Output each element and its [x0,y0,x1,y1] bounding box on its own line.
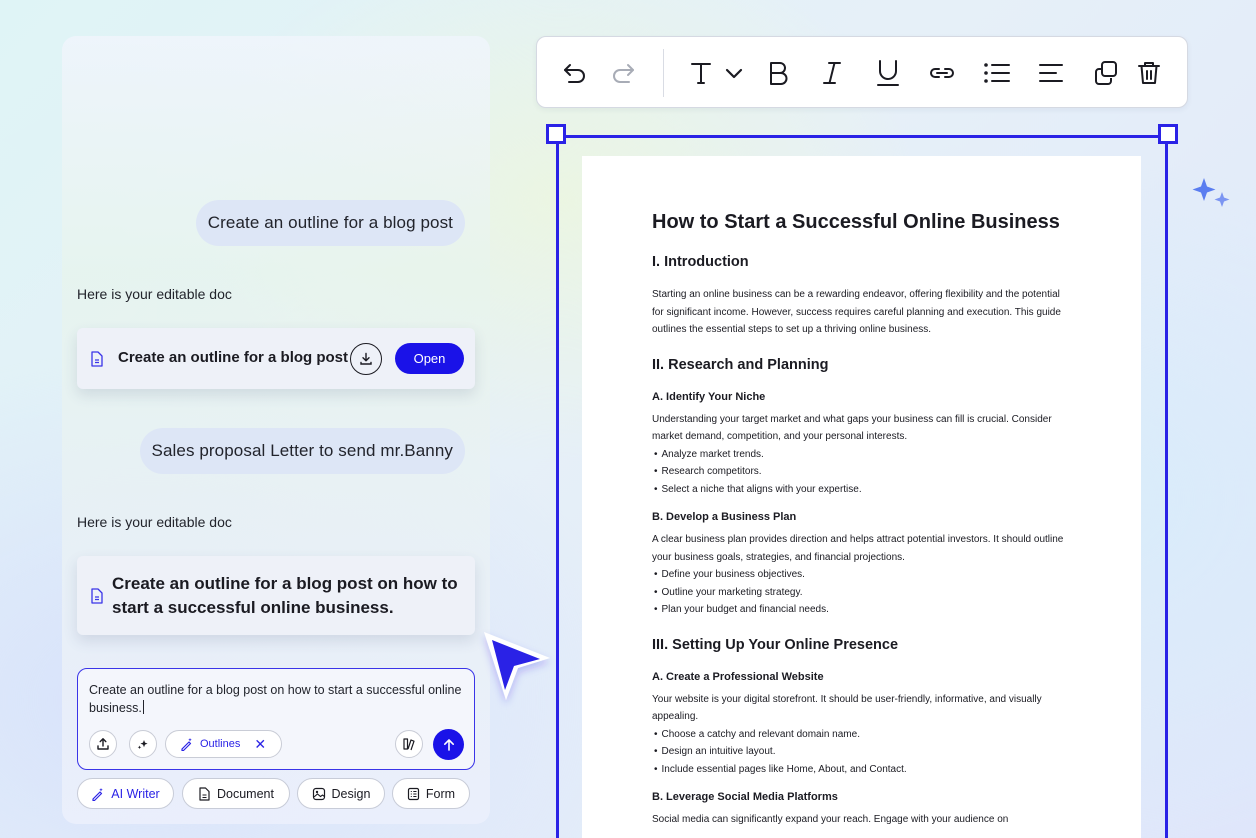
list-item: • Analyze market trends. [652,446,1071,464]
ai-writer-label: AI Writer [111,786,160,801]
form-icon [407,787,420,801]
underline-icon [875,59,901,87]
assistant-message: Here is your editable doc [77,286,232,302]
resize-handle-top-right[interactable] [1158,124,1178,144]
italic-icon [819,60,845,86]
document-button[interactable] [182,778,290,809]
align-left-button[interactable] [1036,59,1066,87]
doc-card[interactable] [77,328,475,389]
list-item: • Select a niche that aligns with your expertise. [652,481,1071,499]
download-button[interactable] [350,343,382,375]
document-icon [90,588,104,604]
bullet-list-button[interactable] [982,59,1012,87]
text-caret [143,700,144,714]
download-icon [359,352,373,366]
text-style-dropdown[interactable] [687,59,747,87]
document-page[interactable] [582,156,1141,838]
templates-button[interactable] [395,730,423,758]
list-item: • Plan your budget and financial needs. [652,601,1071,619]
link-button[interactable] [927,59,957,87]
bold-icon [765,60,791,86]
prompt-composer[interactable] [77,668,475,770]
ai-writer-button[interactable] [77,778,174,809]
undo-icon [561,61,589,85]
form-button[interactable] [392,778,470,809]
subsection-heading: B. Leverage Social Media Platforms [652,791,838,803]
user-message: Sales proposal Letter to send mr.Banny [140,428,465,474]
paragraph: Your website is your digital storefront. It should be user-friendly, informative, and visually appealing. [652,693,1042,722]
doc-card-title: Create an outline for a blog post on how to start a successful online business. [112,574,458,617]
formatting-toolbar [536,36,1188,108]
open-button[interactable]: Open [395,343,464,374]
paragraph: Starting an online business can be a rewarding endeavor, offering flexibility and the potential for significant income. However, success requires careful planning and execution. This guide outlines the essential steps to set up a thriving online business. [652,289,1061,335]
upload-icon [96,737,110,751]
section-heading: III. Setting Up Your Online Presence [652,636,899,653]
underline-button[interactable] [873,59,903,87]
outlines-chip[interactable] [165,730,282,758]
form-label: Form [425,786,456,801]
doc-card-title: Create an outline for a blog post [118,349,349,366]
paragraph: Understanding your target market and what gaps your business can fill is crucial. Consider market demand, competition, and your personal interests. [652,413,1052,442]
bold-button[interactable] [763,59,793,87]
design-label: Design [331,786,371,801]
upload-button[interactable] [89,730,117,758]
italic-button[interactable] [817,59,847,87]
link-icon [928,63,956,83]
send-button[interactable] [433,729,464,760]
image-icon [312,787,326,801]
magic-pen-icon [180,737,194,751]
magic-pen-icon [91,787,105,801]
paragraph: A clear business plan provides direction and helps attract potential investors. It should outline your business goals, strategies, and financial projections. [652,534,1064,563]
duplicate-button[interactable] [1091,59,1121,87]
chat-panel [62,36,490,824]
doc-card[interactable] [77,556,475,635]
paragraph: Social media can significantly expand your reach. Engage with your audience on [652,814,1009,825]
document-icon [90,351,104,367]
templates-icon [402,737,416,751]
document-icon [198,787,211,801]
subsection-heading: B. Develop a Business Plan [652,511,797,523]
assistant-message: Here is your editable doc [77,514,232,530]
section-heading: II. Research and Planning [652,356,829,373]
enhance-button[interactable] [129,730,157,758]
document-label: Document [217,786,274,801]
text-style-icon [689,60,745,86]
list-item: • Define your business objectives. [652,566,1071,584]
delete-icon [1137,60,1161,86]
sparkle-icon [1186,174,1238,214]
list-item: • Choose a catchy and relevant domain name. [652,726,1071,744]
subsection-heading: A. Identify Your Niche [652,390,766,403]
duplicate-icon [1093,60,1119,86]
close-icon[interactable]: ✕ [254,736,267,752]
toolbar-divider [663,49,664,97]
undo-button[interactable] [560,59,590,87]
user-message: Create an outline for a blog post [196,200,465,246]
align-left-icon [1038,62,1064,84]
list-item: • Include essential pages like Home, About, and Contact. [652,761,1071,779]
document-title: How to Start a Successful Online Business [652,211,1060,233]
list-item: • Research competitors. [652,463,1071,481]
prompt-input[interactable]: Create an outline for a blog post on how to start a successful online business. [89,683,462,715]
outlines-chip-label: Outlines [200,738,241,750]
sparkle-icon [136,737,150,751]
mouse-pointer-icon [474,624,560,710]
redo-icon [609,61,637,85]
bullet-list-icon [983,62,1011,84]
section-heading: I. Introduction [652,254,749,270]
subsection-heading: A. Create a Professional Website [652,670,824,683]
resize-handle-top-left[interactable] [546,124,566,144]
arrow-up-icon [442,738,456,752]
design-button[interactable] [297,778,385,809]
list-item: • Outline your marketing strategy. [652,584,1071,602]
list-item: • Design an intuitive layout. [652,743,1071,761]
delete-button[interactable] [1134,59,1164,87]
redo-button[interactable] [608,59,638,87]
